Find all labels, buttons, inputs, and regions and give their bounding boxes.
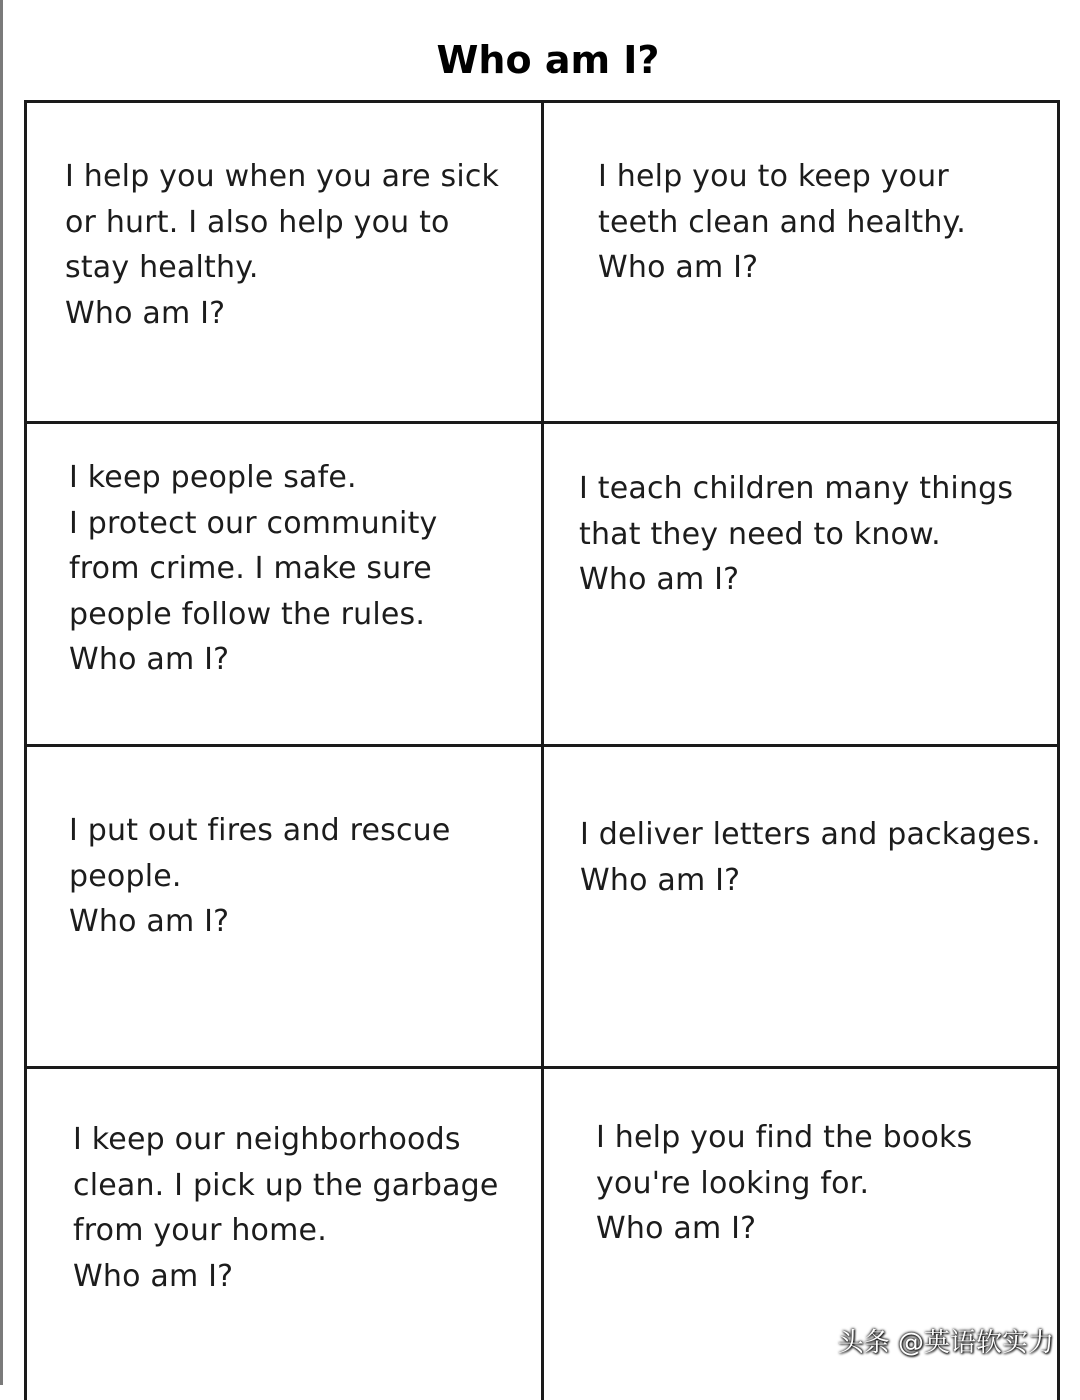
clue-text: I teach children many things that they need to know. Who am I? (579, 471, 1014, 597)
clue-card-doctor (27, 103, 544, 424)
clue-text: I help you to keep your teeth clean and healthy. Who am I? (598, 159, 966, 285)
clue-text: I deliver letters and packages. Who am I? (580, 817, 1041, 898)
clue-card-mail-carrier (544, 747, 1057, 1069)
clue-text: I keep people safe. I protect our community from crime. I make sure people follow the rules. Who am I? (69, 460, 438, 677)
clue-text: I put out fires and rescue people. Who am I? (69, 813, 451, 939)
clue-card-garbage-collector (27, 1069, 544, 1400)
clue-card-dentist (544, 103, 1057, 424)
source-watermark: 头条 @英语软实力 (837, 1328, 1054, 1358)
clue-text: I help you find the books you're looking for. Who am I? (596, 1120, 973, 1246)
clue-card-teacher (544, 424, 1057, 747)
clue-card-firefighter (27, 747, 544, 1069)
clue-card-grid (24, 100, 1060, 1400)
clue-card-police-officer (27, 424, 544, 747)
clue-text: I keep our neighborhoods clean. I pick up the garbage from your home. Who am I? (73, 1122, 499, 1294)
page-left-edge (0, 0, 3, 1385)
page-title: Who am I? (436, 38, 660, 82)
clue-text: I help you when you are sick or hurt. I also help you to stay healthy. Who am I? (65, 159, 500, 331)
